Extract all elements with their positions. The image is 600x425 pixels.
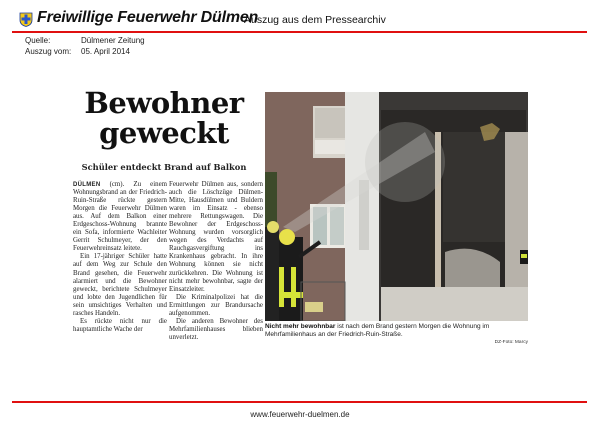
date-value: 05. April 2014 xyxy=(81,47,130,56)
photo-credit: DZ-Foto: Marcy xyxy=(494,340,528,345)
source-label: Quelle: xyxy=(25,36,51,45)
paragraph: Ein 17-jähriger Schüler hatte auf dem Weg zur Schule den Brand gesehen, die Feuerwehr alarmiert und die Bewohner geweckt, berichtete Schulmeyer und lobte den Jugendlichen für sein umsichtiges Verhalten und rasches Handeln. xyxy=(73,253,167,317)
article-column-2 xyxy=(169,181,263,342)
date-label: Auszug vom: xyxy=(25,47,72,56)
archive-subtitle: Auszug aus dem Pressearchiv xyxy=(244,14,386,26)
brand-title: Freiwillige Feuerwehr Dülmen xyxy=(37,9,259,26)
header-divider xyxy=(12,31,587,33)
paragraph: Die Kriminalpolizei hat die Ermittlungen zur Brandursache aufgenommen. xyxy=(169,293,263,317)
paragraph: Feuerwehr Dülmen aus, sondern auch die Löschzüge Dülmen-Mitte, Hausdülmen und Buldern waren im Einsatz - ebenso mehrere Rettungswagen. Die Bewohner der Erdgeschoss-Wohnung wurden vorsorglich wegen des Verdachts auf Rauchgasvergiftung ins Krankenhaus gebracht. In ihre Wohnung können sie nicht zurückkehren. Die Wohnung ist nicht mehr bewohnbar, sagte der Einsatzleiter. xyxy=(169,181,263,293)
headline-line-1: Bewohner xyxy=(84,86,244,120)
headline-line-2: geweckt xyxy=(99,116,229,150)
caption-text: ist nach dem Brand gestern Morgen die Wohnung im Mehrfamilienhaus an der Friedrich-Ruin-Straße. xyxy=(265,323,490,338)
paragraph: Es rückte nicht nur die hauptamtliche Wache der xyxy=(73,317,167,333)
paragraph: Die anderen Bewohner des Mehrfamilienhauses blieben unverletzt. xyxy=(169,317,263,341)
footer-divider xyxy=(12,401,587,403)
article-subheadline: Schüler entdeckt Brand auf Balkon xyxy=(81,162,247,172)
photo-caption xyxy=(265,323,528,339)
caption-lead: Nicht mehr bewohnbar xyxy=(265,323,336,330)
dateline: DÜLMEN xyxy=(73,182,101,188)
paragraph-text: (cm). Zu einem Wohnungsbrand an der Friedrich-Ruin-Straße rückte gestern Morgen die Feuerwehr Dülmen aus. Auf dem Balkon einer Erdgeschoss-Wohnung brannte ein Sofa, informierte Wachleiter Gerrit Schulmeyer, der den Feuerwehreinsatz leitete. xyxy=(73,181,167,253)
article-headline xyxy=(64,88,264,148)
paragraph xyxy=(73,181,167,253)
coat-of-arms-cross-icon xyxy=(19,12,33,27)
footer-url[interactable]: www.feuerwehr-duelmen.de xyxy=(250,410,350,419)
article-column-1 xyxy=(73,181,167,334)
source-value: Dülmener Zeitung xyxy=(81,36,145,45)
fire-scene-illustration xyxy=(265,92,528,321)
article-photo xyxy=(265,92,528,321)
